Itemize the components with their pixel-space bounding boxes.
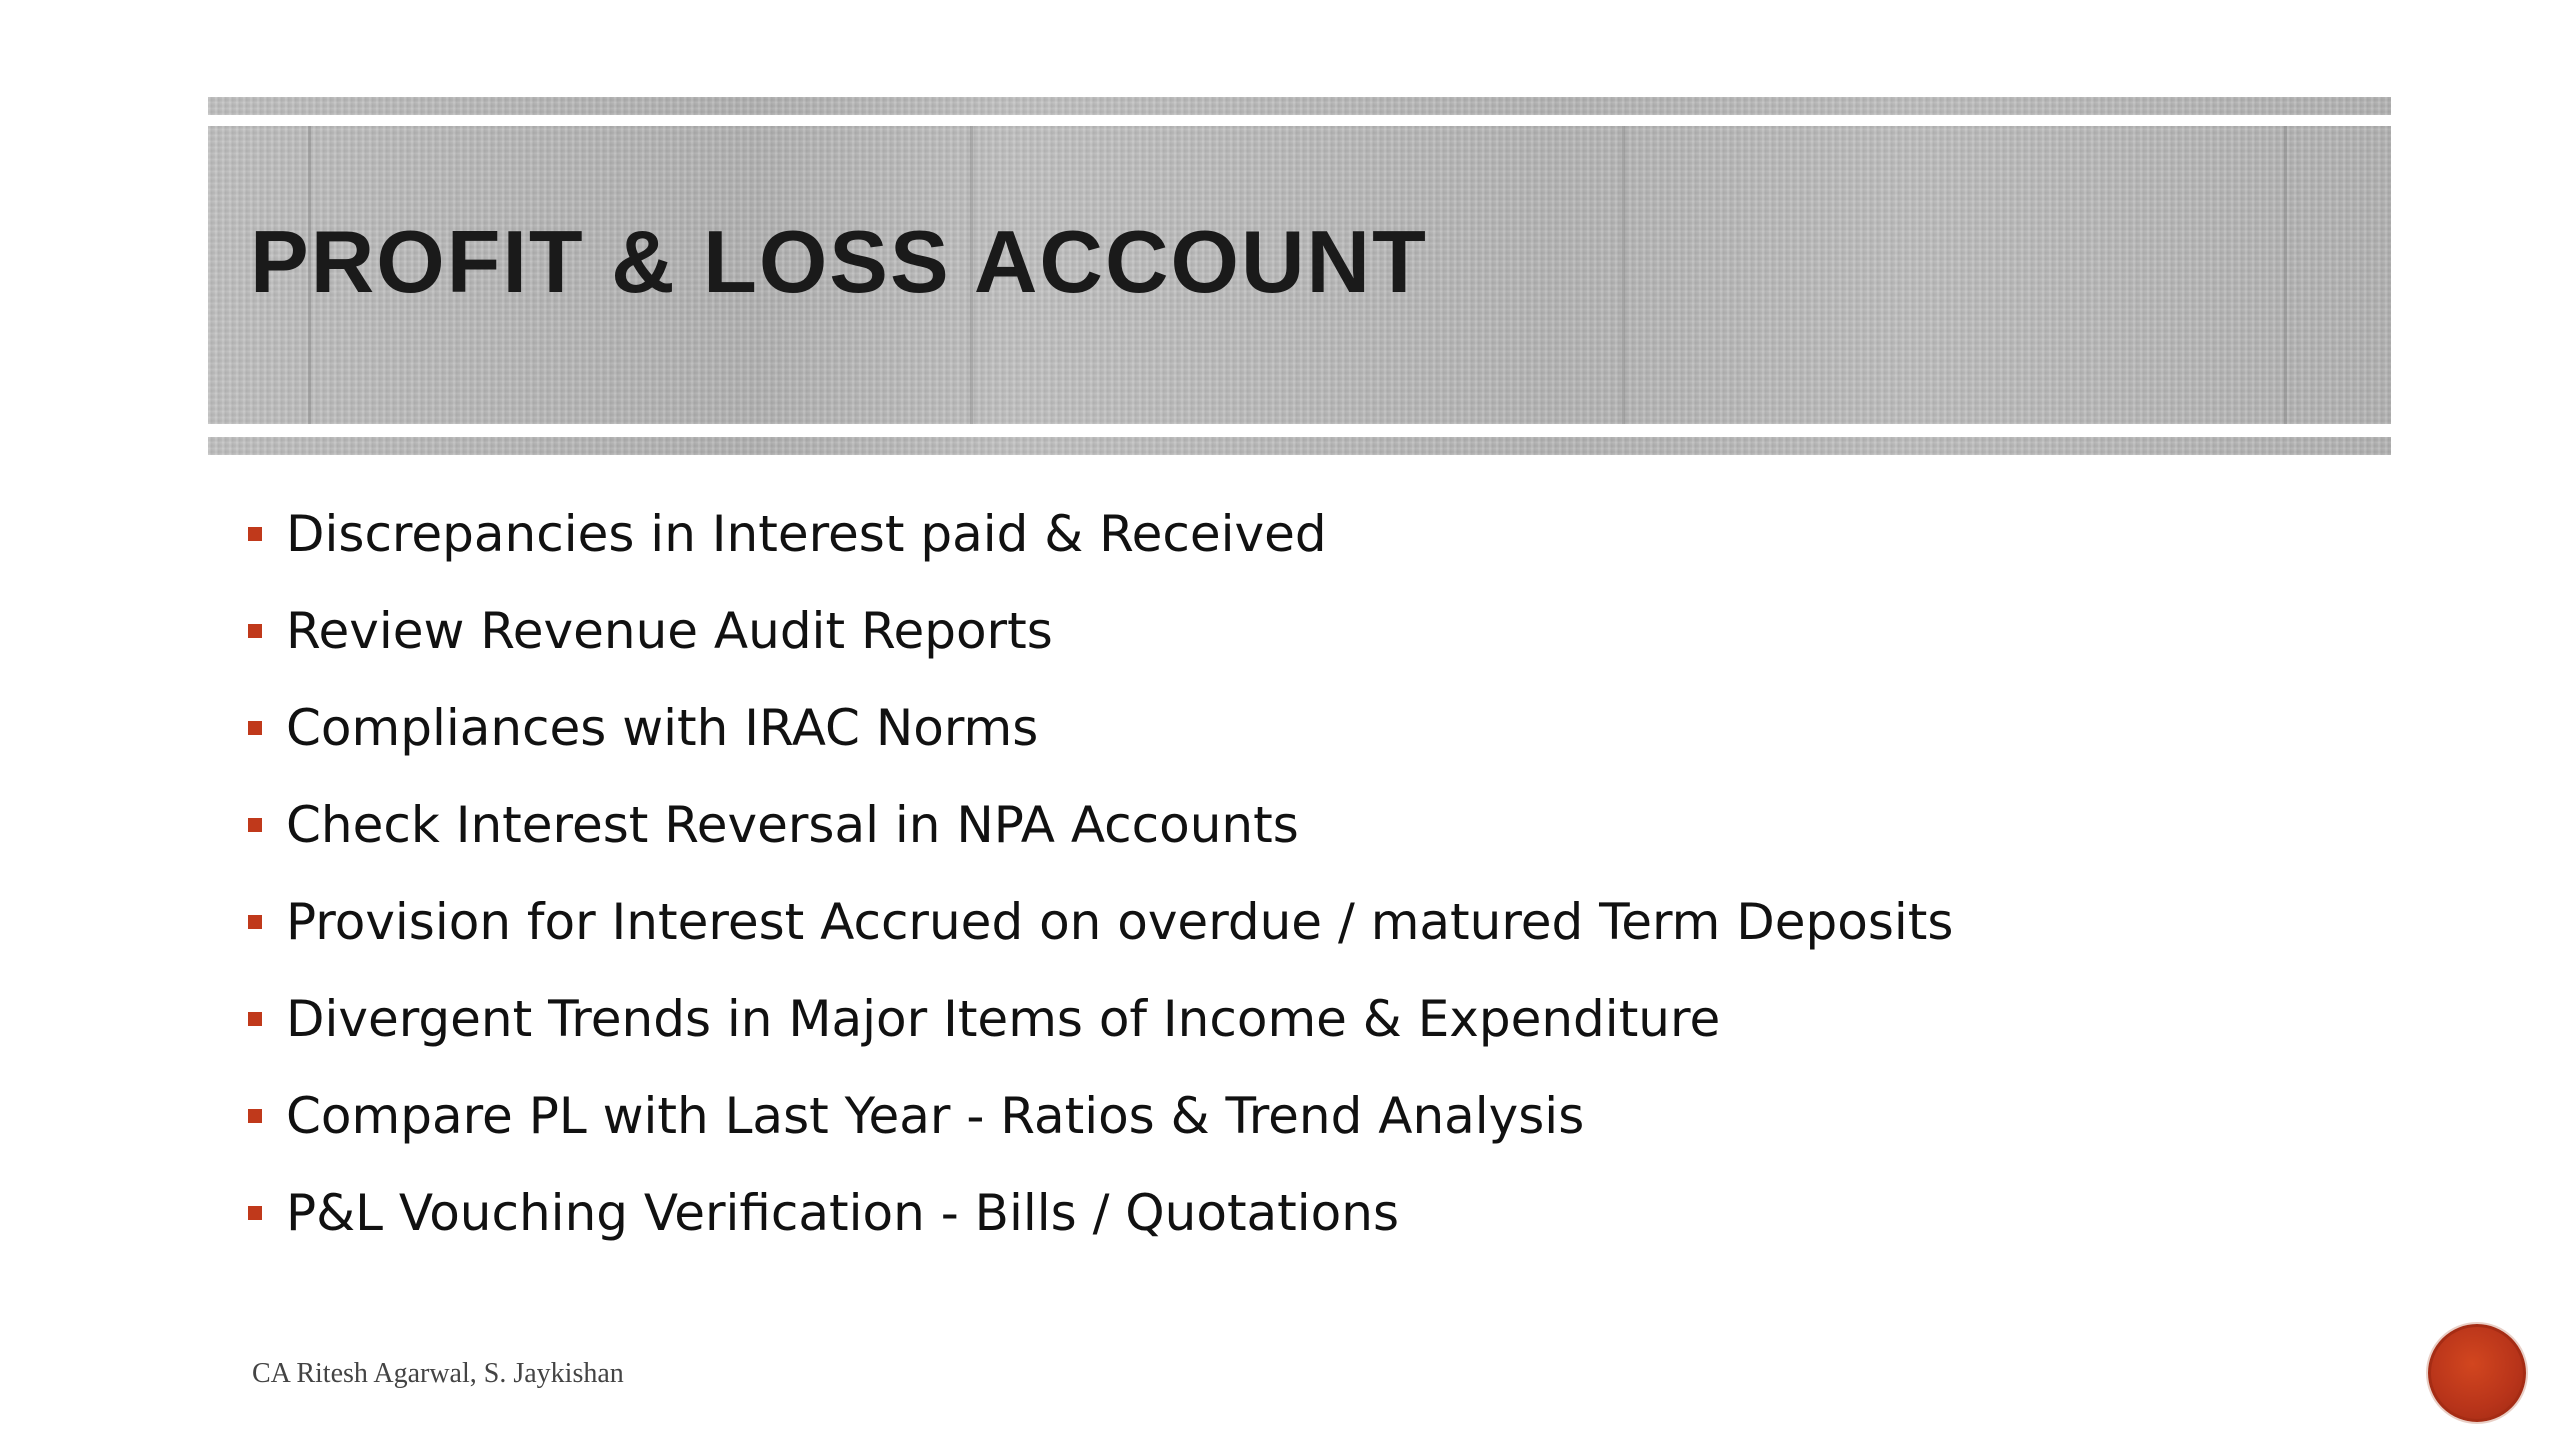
bullet-text: Review Revenue Audit Reports xyxy=(286,602,1053,660)
square-bullet-icon xyxy=(248,1109,262,1123)
bullet-text: Check Interest Reversal in NPA Accounts xyxy=(286,796,1299,854)
banner-seam xyxy=(1622,126,1625,424)
slide-title: PROFIT & LOSS ACCOUNT xyxy=(250,212,1428,311)
footer-author: CA Ritesh Agarwal, S. Jaykishan xyxy=(252,1358,624,1389)
square-bullet-icon xyxy=(248,1206,262,1220)
bullet-item xyxy=(248,1082,1953,1179)
title-bottom-band xyxy=(208,437,2391,455)
bullet-list xyxy=(248,500,1953,1276)
bullet-text: P&L Vouching Verification - Bills / Quotations xyxy=(286,1184,1400,1242)
bullet-item xyxy=(248,694,1953,791)
square-bullet-icon xyxy=(248,721,262,735)
square-bullet-icon xyxy=(248,818,262,832)
bullet-item xyxy=(248,888,1953,985)
bullet-item xyxy=(248,985,1953,1082)
square-bullet-icon xyxy=(248,624,262,638)
bullet-text: Compare PL with Last Year - Ratios & Trend Analysis xyxy=(286,1087,1585,1145)
banner-seam xyxy=(2284,126,2287,424)
bullet-item xyxy=(248,1179,1953,1276)
bullet-item xyxy=(248,597,1953,694)
bullet-item xyxy=(248,500,1953,597)
slide-number-badge xyxy=(2428,1324,2526,1422)
bullet-item xyxy=(248,791,1953,888)
square-bullet-icon xyxy=(248,527,262,541)
bullet-text: Discrepancies in Interest paid & Received xyxy=(286,505,1327,563)
square-bullet-icon xyxy=(248,1012,262,1026)
bullet-text: Provision for Interest Accrued on overdue / matured Term Deposits xyxy=(286,893,1954,951)
square-bullet-icon xyxy=(248,915,262,929)
bullet-text: Compliances with IRAC Norms xyxy=(286,699,1039,757)
title-top-band xyxy=(208,97,2391,115)
bullet-text: Divergent Trends in Major Items of Income & Expenditure xyxy=(286,990,1721,1048)
title-banner xyxy=(208,126,2391,424)
